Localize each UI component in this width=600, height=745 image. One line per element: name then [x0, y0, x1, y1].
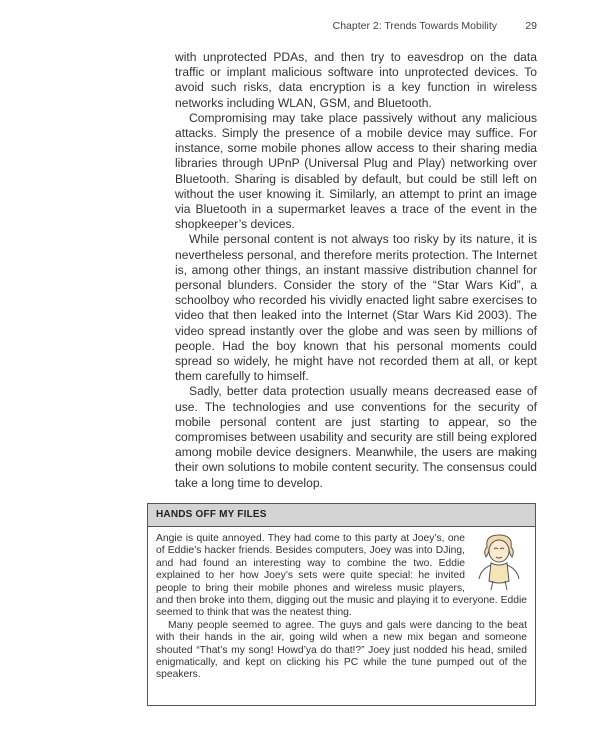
paragraph-4: Sadly, better data protection usually means decreased ease of use. The technologies and use conventions for the security of mobile personal content are just starting to appear, so the compromises between usability and security are still being explored among mobile device designers. Meanwhile, the users are making their own solutions to mobile content security. The consensus could take a long time to develop. [175, 384, 537, 490]
chapter-title: Chapter 2: Trends Towards Mobility [332, 20, 497, 32]
running-header [175, 20, 537, 36]
sidebar-paragraph-1: Angie is quite annoyed. They had come to this party at Joey’s, one of Eddie’s hacker friends. Besides computers, Joey was into DJing, and had found an interesting way to combine the two. Eddie explained to her how Joey’s sets were quite special: he invited people to bring their mobile phones and wireless music players, and then broke into them, digging out the music and playing it to everyone. Eddie seemed to think that was the neatest thing. [156, 533, 527, 619]
page-number: 29 [525, 20, 537, 32]
angie-illustration [471, 533, 527, 591]
sidebar-paragraph-2: Many people seemed to agree. The guys and gals were dancing to the beat with their hands in the air, going wild when a new mix began and someone shouted “That’s my song! Howd’ya do that!?” Joey just nodded his head, smiled enigmatically, and kept on clicking his PC while the tune pumped out of the speakers. [156, 619, 527, 681]
sidebar-body [148, 527, 535, 682]
paragraph-3: While personal content is not always too risky by its nature, it is nevertheless personal, and therefore merits protection. The Internet is, among other things, an instant massive distribution channel for personal blunders. Consider the story of the “Star Wars Kid”, a schoolboy who recorded his vividly enacted light sabre exercises to video that then leaked into the Internet (Star Wars Kid 2003). The video spread instantly over the globe and was seen by millions of people. Had the boy known that his personal moments could spread so widely, he might have not recorded them at all, or kept them carefully to himself. [175, 232, 537, 384]
sidebar-title: HANDS OFF MY FILES [148, 504, 535, 527]
sidebar-box [147, 503, 536, 706]
paragraph-1: with unprotected PDAs, and then try to eavesdrop on the data traffic or implant malicious software into unprotected devices. To avoid such risks, data encryption is a key function in wireless networks including WLAN, GSM, and Bluetooth. [175, 50, 537, 110]
paragraph-2: Compromising may take place passively without any malicious attacks. Simply the presence of a mobile device may suffice. For instance, some mobile phones allow access to their sharing media libraries through UPnP (Universal Plug and Play) networking over Bluetooth. Sharing is disabled by default, but could be still left on without the user knowing it. Similarly, an attempt to print an image via Bluetooth in a supermarket leaves a trace of the event in the shopkeeper’s devices. [175, 110, 537, 232]
main-text [175, 50, 537, 491]
